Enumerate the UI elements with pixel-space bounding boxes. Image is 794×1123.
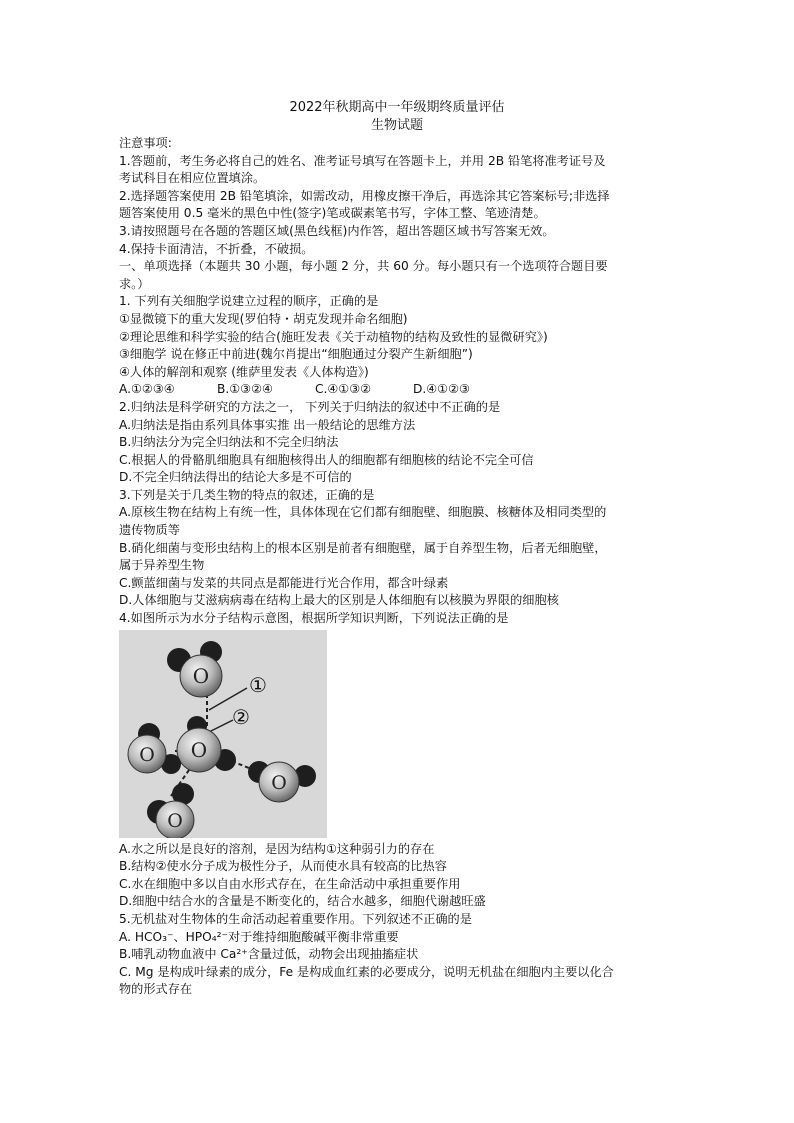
q3-line: 遗传物质等 <box>119 523 180 538</box>
q3-line: B.硝化细菌与变形虫结构上的根本区别是前者有细胞壁，属于自养型生物，后者无细胞壁， <box>119 540 607 555</box>
q3-line: D.人体细胞与艾滋病病毒在结构上最大的区别是人体细胞有以核膜为界限的细胞核 <box>119 593 559 608</box>
q1-item: ②理论思维和科学实验的结合(施旺发表《关于动植物的结构及致性的显微研究》) <box>119 329 548 344</box>
section-heading-cont: 求。） <box>119 276 150 291</box>
callout-1: ① <box>249 672 267 697</box>
q1-options <box>119 381 679 399</box>
q1-item: ④人体的解剖和观察 (维萨里发表《人体构造》) <box>119 364 369 379</box>
callout-2: ② <box>232 704 250 729</box>
note-line: 4.保持卡面清洁，不折叠，不破损。 <box>119 241 314 256</box>
q5-line: C. Mg 是构成叶绿素的成分，Fe 是构成血红素的必要成分，说明无机盐在细胞内主要以化合 <box>119 964 614 979</box>
water-molecule-left <box>128 723 181 774</box>
q4-stem: 4.如图所示为水分子结构示意图，根据所学知识判断，下列说法正确的是 <box>119 611 509 626</box>
q1-stem: 1. 下列有关细胞学说建立过程的顺序，正确的是 <box>119 294 379 309</box>
notes-heading: 注意事项: <box>119 136 172 150</box>
q5-line: A. HCO₃⁻、HPO₄²⁻对于维持细胞酸碱平衡非常重要 <box>119 929 399 944</box>
q2-stem: 2.归纳法是科学研究的方法之一， 下列关于归纳法的叙述中不正确的是 <box>119 399 501 414</box>
q2-option-b: B.归纳法分为完全归纳法和不完全归纳法 <box>119 435 339 450</box>
q1-option-d: D.④①②③ <box>413 382 470 397</box>
q2-option-c: C.根据人的骨骼肌细胞具有细胞核得出人的细胞都有细胞核的结论不完全可信 <box>119 452 534 467</box>
exam-body <box>119 135 679 999</box>
note-line: 考试科目在相应位置填涂。 <box>119 171 266 186</box>
q2-option-d: D.不完全归纳法得出的结论大多是不可信的 <box>119 470 352 485</box>
q5-line: B.哺乳动物血液中 Ca²⁺含量过低，动物会出现抽搐症状 <box>119 947 419 962</box>
exam-subtitle: 生物试题 <box>370 118 423 133</box>
oxygen-label: O <box>190 737 208 762</box>
q4-option-d: D.细胞中结合水的含量是不断变化的，结合水越多，细胞代谢越旺盛 <box>119 894 486 909</box>
water-molecule-right <box>248 761 316 802</box>
q2-option-a: A.归纳法是指由系列具体事实推 出一般结论的思维方法 <box>119 417 416 432</box>
section-heading: 一、单项选择（本题共 30 小题，每小题 2 分，共 60 分。每小题只有一个选项符合题目要 <box>119 259 608 274</box>
q1-item: ①显微镜下的重大发现(罗伯特・胡克发现并命名细胞) <box>119 311 408 326</box>
oxygen-label: O <box>192 663 210 688</box>
oxygen-label: O <box>139 743 155 766</box>
note-line: 1.答题前，考生务必将自己的姓名、准考证号填写在答题卡上，并用 2B 铅笔将准考证号及 <box>119 153 606 168</box>
oxygen-label: O <box>271 771 287 794</box>
water-molecule-top <box>167 641 222 697</box>
q1-option-a: A.①②③④ <box>119 382 175 397</box>
note-line: 2.选择题答案使用 2B 铅笔填涂，如需改动，用橡皮擦干净后，再选涂其它答案标号;非选择 <box>119 188 610 203</box>
q1-item: ③细胞学 说在修正中前进(魏尔肖提出“细胞通过分裂产生新细胞”) <box>119 347 473 362</box>
q5-stem: 5.无机盐对生物体的生命活动起着重要作用。下列叙述不正确的是 <box>119 912 472 926</box>
q3-line: 属于异养型生物 <box>119 558 205 573</box>
note-line: 3.请按照题号在各题的答题区域(黑色线框)内作答，超出答题区域书写答案无效。 <box>119 223 555 238</box>
q1-option-c: C.④①③② <box>315 382 372 397</box>
oxygen-label: O <box>167 809 183 832</box>
q3-stem: 3.下列是关于几类生物的特点的叙述，正确的是 <box>119 487 375 502</box>
water-molecule-center <box>177 716 236 772</box>
water-molecule-bottom <box>147 783 194 838</box>
q3-line: C.颤蓝细菌与发菜的共同点是都能进行光合作用，都含叶绿素 <box>119 575 449 590</box>
q3-line: A.原核生物在结构上有统一性，具体体现在它们都有细胞壁、细胞膜、核糖体及相同类型的 <box>119 505 607 520</box>
note-line: 题答案使用 0.5 毫米的黑色中性(签字)笔或碳素笔书写，字体工整、笔迹清楚。 <box>119 206 546 221</box>
water-molecule-figure <box>119 630 327 838</box>
q4-option-b: B.结构②使水分子成为极性分子，从而使水具有较高的比热容 <box>119 859 447 874</box>
q1-option-b: B.①③②④ <box>217 382 273 397</box>
q4-option-a: A.水之所以是良好的溶剂，是因为结构①这种弱引力的存在 <box>119 841 435 856</box>
q4-option-c: C.水在细胞中多以自由水形式存在，在生命活动中承担重要作用 <box>119 876 461 891</box>
q5-line: 物的形式存在 <box>119 982 193 997</box>
exam-title: 2022年秋期高中一年级期终质量评估 <box>289 100 505 115</box>
